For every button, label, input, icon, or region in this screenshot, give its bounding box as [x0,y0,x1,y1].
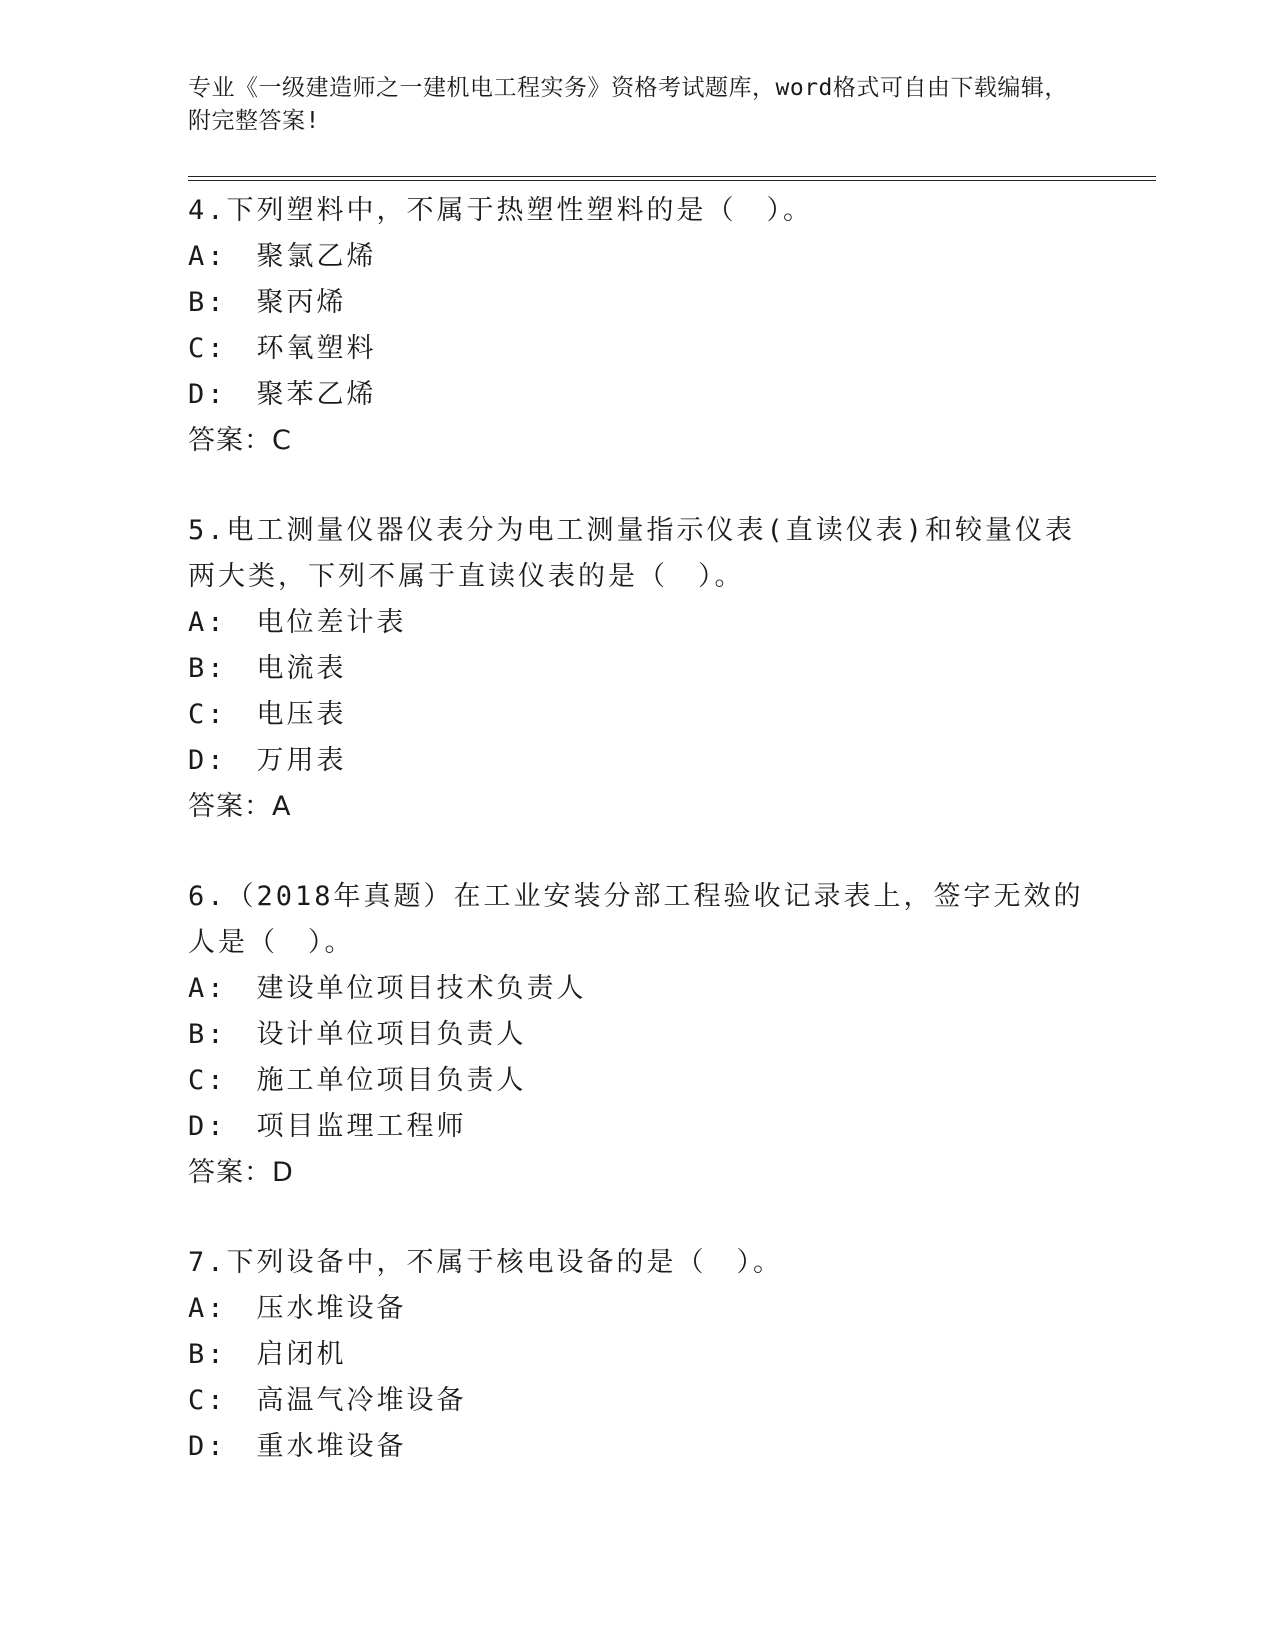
option-a: A: 压水堆设备 [188,1293,407,1324]
option-d: D: 聚苯乙烯 [188,379,377,410]
option-c: C: 环氧塑料 [188,333,377,364]
option-c: C: 高温气冷堆设备 [188,1385,467,1416]
header-double-rule [188,176,1156,181]
question-stem: 5.电工测量仪器仪表分为电工测量指示仪表(直读仪表)和较量仪表两大类，下列不属于直读仪表的是（ ）。 [188,515,1076,592]
question-6 [188,874,1088,1196]
question-stem: 4.下列塑料中，不属于热塑性塑料的是（ ）。 [188,195,814,226]
question-7 [188,1240,1088,1470]
option-a: A: 聚氯乙烯 [188,241,377,272]
answer: 答案：A [188,791,292,822]
option-d: D: 万用表 [188,745,347,776]
option-b: B: 设计单位项目负责人 [188,1019,527,1050]
option-a: A: 建设单位项目技术负责人 [188,973,587,1004]
option-a: A: 电位差计表 [188,607,407,638]
option-b: B: 启闭机 [188,1339,347,1370]
document-intro: 专业《一级建造师之一建机电工程实务》资格考试题库，word格式可自由下载编辑，附完整答案! [188,75,1068,134]
option-b: B: 电流表 [188,653,347,684]
option-d: D: 项目监理工程师 [188,1111,467,1142]
question-4 [188,188,1088,464]
question-stem: 7.下列设备中，不属于核电设备的是（ ）。 [188,1247,784,1278]
question-5 [188,508,1088,830]
option-c: C: 电压表 [188,699,347,730]
question-stem: 6.（2018年真题）在工业安装分部工程验收记录表上，签字无效的人是（ ）。 [188,881,1084,958]
option-c: C: 施工单位项目负责人 [188,1065,527,1096]
answer: 答案：C [188,425,292,456]
option-b: B: 聚丙烯 [188,287,347,318]
answer: 答案：D [188,1157,294,1188]
option-d: D: 重水堆设备 [188,1431,407,1462]
question-list [188,188,1088,1514]
